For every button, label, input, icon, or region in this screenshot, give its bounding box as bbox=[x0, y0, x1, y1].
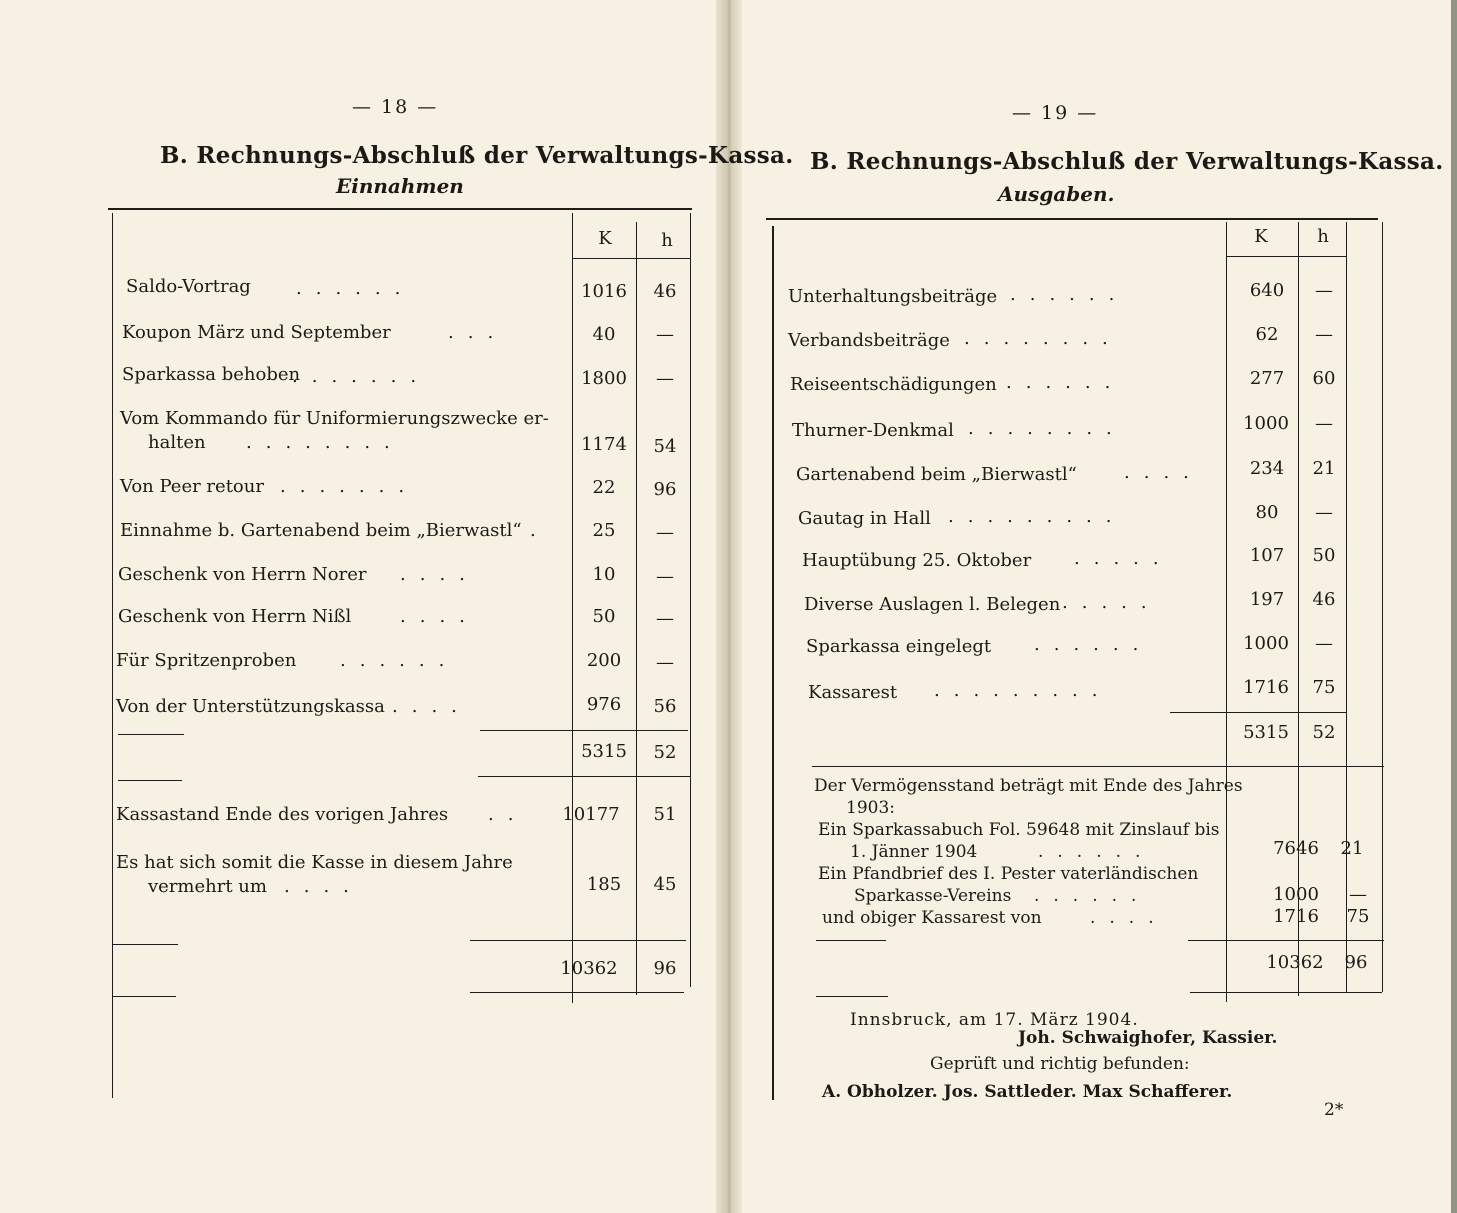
audit-note: Geprüft und richtig befunden: bbox=[930, 1054, 1190, 1074]
col-k-header: K bbox=[598, 228, 612, 249]
assets-line: Der Vermögensstand beträgt mit Ende des Jahres bbox=[814, 776, 1243, 796]
leader-dots: ... bbox=[448, 322, 508, 343]
row-h: — bbox=[1315, 280, 1333, 301]
row-h: 54 bbox=[653, 436, 677, 457]
table-top-rule bbox=[108, 208, 692, 210]
page-title: B. Rechnungs-Abschluß der Verwaltungs-Kassa. bbox=[160, 142, 794, 169]
row-h: 75 bbox=[1312, 677, 1336, 698]
sum-rule bbox=[1190, 992, 1382, 993]
row-label: Kassastand Ende des vorigen Jahres bbox=[116, 804, 449, 825]
sum-rule bbox=[118, 734, 184, 735]
row-h: 50 bbox=[1312, 545, 1336, 566]
col-h-header: h bbox=[1317, 226, 1329, 247]
col-h-left-rule bbox=[1298, 222, 1299, 996]
asset-k: 1000 bbox=[1273, 884, 1319, 905]
leader-dots: .... bbox=[1124, 462, 1203, 483]
row-k: 1000 bbox=[1243, 413, 1289, 434]
leader-dots: ..... bbox=[1074, 548, 1173, 569]
leader-dots: ...... bbox=[1006, 372, 1125, 393]
page-subtitle: Ausgaben. bbox=[998, 182, 1115, 206]
leader-dots: ........ bbox=[964, 328, 1122, 349]
row-h: 45 bbox=[653, 874, 677, 895]
auditor-signatures: A. Obholzer. Jos. Sattleder. Max Schafferer. bbox=[822, 1082, 1233, 1102]
row-k: 197 bbox=[1249, 589, 1285, 610]
leader-dots: ........ bbox=[968, 418, 1126, 439]
sum-rule bbox=[816, 940, 886, 941]
col-k-left-rule bbox=[572, 213, 573, 1003]
leader-dots: ....... bbox=[292, 366, 431, 387]
row-label-continued: halten bbox=[148, 432, 206, 453]
col-k-header: K bbox=[1254, 226, 1268, 247]
grand-total-h: 96 bbox=[1344, 952, 1368, 973]
col-h-header: h bbox=[661, 230, 673, 251]
row-h: — bbox=[656, 522, 674, 543]
row-h: — bbox=[656, 324, 674, 345]
row-label: Saldo-Vortrag bbox=[126, 276, 251, 297]
table-right-rule bbox=[690, 213, 691, 987]
leader-dots: .... bbox=[400, 606, 479, 627]
row-k: 62 bbox=[1255, 324, 1279, 345]
col-h-right-rule bbox=[1346, 222, 1347, 992]
row-k: 1174 bbox=[581, 434, 627, 455]
sum-rule bbox=[112, 944, 178, 945]
row-h: — bbox=[656, 566, 674, 587]
sum-rule bbox=[112, 996, 176, 997]
row-label: Geschenk von Herrn Nißl bbox=[118, 606, 352, 627]
row-h: 46 bbox=[653, 281, 677, 302]
row-label: Für Spritzenproben bbox=[116, 650, 297, 671]
total-h: 52 bbox=[653, 742, 677, 763]
table-left-rule bbox=[112, 213, 113, 1098]
leader-dots: ...... bbox=[1034, 886, 1151, 906]
leader-dots: ...... bbox=[296, 278, 415, 299]
row-h: 96 bbox=[653, 479, 677, 500]
row-label-continued: vermehrt um bbox=[148, 876, 267, 897]
table-left-rule bbox=[772, 226, 774, 1100]
leader-dots: ......... bbox=[934, 680, 1112, 701]
grand-total-k: 10362 bbox=[560, 958, 618, 979]
assets-line: 1. Jänner 1904 bbox=[850, 842, 978, 862]
total-k: 5315 bbox=[1243, 722, 1289, 743]
leader-dots: ...... bbox=[1038, 842, 1155, 862]
row-label: Einnahme b. Gartenabend beim „Bierwastl“ bbox=[120, 520, 522, 541]
row-h: — bbox=[1315, 502, 1333, 523]
row-label: Sparkassa eingelegt bbox=[806, 636, 992, 657]
assets-line: Ein Sparkassabuch Fol. 59648 mit Zinslauf bis bbox=[818, 820, 1220, 840]
row-k: 640 bbox=[1249, 280, 1285, 301]
row-k: 50 bbox=[592, 606, 616, 627]
row-h: — bbox=[656, 652, 674, 673]
row-k: 200 bbox=[586, 650, 622, 671]
sum-rule bbox=[478, 776, 690, 777]
header-rule bbox=[572, 258, 690, 259]
row-k: 22 bbox=[592, 477, 616, 498]
leader-dots: .... bbox=[284, 876, 363, 897]
total-h: 52 bbox=[1312, 722, 1336, 743]
row-label: Gartenabend beim „Bierwastl“ bbox=[796, 464, 1077, 485]
table-right-rule bbox=[1382, 222, 1383, 992]
leader-dots: ...... bbox=[1034, 634, 1153, 655]
sum-rule bbox=[816, 996, 888, 997]
row-label: Reiseentschädigungen bbox=[790, 374, 997, 395]
leader-dots: ......... bbox=[948, 506, 1126, 527]
row-h: 51 bbox=[653, 804, 677, 825]
row-k: 1016 bbox=[581, 281, 627, 302]
book-edge bbox=[1451, 0, 1457, 1213]
assets-line: Sparkasse-Vereins bbox=[854, 886, 1012, 906]
page-number: — 19 — bbox=[1012, 102, 1099, 124]
row-label: Thurner-Denkmal bbox=[792, 420, 954, 441]
asset-k: 7646 bbox=[1273, 838, 1319, 859]
row-h: — bbox=[1315, 633, 1333, 654]
row-label: Es hat sich somit die Kasse in diesem Jahre bbox=[116, 852, 513, 873]
col-k-left-rule bbox=[1226, 222, 1227, 1002]
row-k: 185 bbox=[586, 874, 622, 895]
row-k: 1800 bbox=[581, 368, 627, 389]
row-label: Geschenk von Herrn Norer bbox=[118, 564, 367, 585]
row-k: 234 bbox=[1249, 458, 1285, 479]
page-title: B. Rechnungs-Abschluß der Verwaltungs-Kassa. bbox=[810, 148, 1444, 175]
row-h: 56 bbox=[653, 696, 677, 717]
leader-dots: ....... bbox=[280, 476, 419, 497]
sum-rule bbox=[470, 940, 686, 941]
row-k: 80 bbox=[1255, 502, 1279, 523]
assets-line: und obiger Kassarest von bbox=[822, 908, 1042, 928]
asset-h: 75 bbox=[1346, 906, 1370, 927]
row-label: Verbandsbeiträge bbox=[788, 330, 950, 351]
grand-total-h: 96 bbox=[653, 958, 677, 979]
total-k: 5315 bbox=[581, 741, 627, 762]
leader-dots: ...... bbox=[1010, 284, 1129, 305]
asset-k: 1716 bbox=[1273, 906, 1319, 927]
leader-dots: ..... bbox=[1062, 592, 1161, 613]
leader-dots: .. bbox=[488, 804, 528, 825]
row-k: 10 bbox=[592, 564, 616, 585]
row-label: Von der Unterstützungskassa bbox=[116, 696, 385, 717]
leader-dots: ...... bbox=[340, 650, 459, 671]
col-h-left-rule bbox=[636, 222, 637, 995]
sheet-signature-mark: 2* bbox=[1324, 1100, 1344, 1120]
row-h: — bbox=[1315, 413, 1333, 434]
row-k: 107 bbox=[1249, 545, 1285, 566]
row-h: 46 bbox=[1312, 589, 1336, 610]
place-date: Innsbruck, am 17. März 1904. bbox=[850, 1010, 1139, 1030]
row-h: — bbox=[656, 608, 674, 629]
book-gutter bbox=[716, 0, 742, 1213]
row-k: 1000 bbox=[1243, 633, 1289, 654]
row-h: — bbox=[1315, 324, 1333, 345]
row-label: Diverse Auslagen l. Belegen bbox=[804, 594, 1061, 615]
asset-h: 21 bbox=[1340, 838, 1364, 859]
row-label: Hauptübung 25. Oktober bbox=[802, 550, 1032, 571]
sum-rule bbox=[1170, 712, 1346, 713]
row-k: 40 bbox=[592, 324, 616, 345]
row-label: Koupon März und September bbox=[122, 322, 391, 343]
row-k: 976 bbox=[586, 694, 622, 715]
asset-h: — bbox=[1349, 884, 1367, 905]
sum-rule bbox=[470, 992, 684, 993]
leader-dots: ........ bbox=[246, 432, 404, 453]
sum-rule bbox=[812, 766, 1384, 767]
leader-dots: .... bbox=[392, 696, 471, 717]
table-top-rule bbox=[766, 218, 1378, 220]
sum-rule bbox=[1188, 940, 1384, 941]
row-label: Von Peer retour bbox=[120, 476, 264, 497]
row-label: Unterhaltungsbeiträge bbox=[788, 286, 998, 307]
row-k: 10177 bbox=[562, 804, 620, 825]
row-k: 25 bbox=[592, 520, 616, 541]
assets-line: 1903: bbox=[846, 798, 895, 818]
leader-dots: .... bbox=[400, 564, 479, 585]
sum-rule bbox=[480, 730, 688, 731]
grand-total-k: 10362 bbox=[1266, 952, 1324, 973]
leader-dots: .... bbox=[1090, 908, 1168, 928]
row-h: — bbox=[656, 368, 674, 389]
row-label: Kassarest bbox=[808, 682, 898, 703]
right-page bbox=[742, 0, 1457, 1213]
row-label: Sparkassa behoben bbox=[122, 364, 301, 385]
row-label: Vom Kommando für Uniformierungszwecke er- bbox=[120, 408, 549, 429]
row-label: Gautag in Hall bbox=[798, 508, 931, 529]
header-rule bbox=[1226, 256, 1346, 257]
leader-dots: . bbox=[530, 520, 550, 541]
row-k: 277 bbox=[1249, 368, 1285, 389]
sum-rule bbox=[118, 780, 182, 781]
page-number: — 18 — bbox=[352, 96, 439, 118]
assets-line: Ein Pfandbrief des I. Pester vaterländischen bbox=[818, 864, 1199, 884]
row-k: 1716 bbox=[1243, 677, 1289, 698]
row-h: 21 bbox=[1312, 458, 1336, 479]
page-subtitle: Einnahmen bbox=[336, 174, 464, 198]
row-h: 60 bbox=[1312, 368, 1336, 389]
cashier-signature: Joh. Schwaighofer, Kassier. bbox=[1018, 1028, 1278, 1048]
